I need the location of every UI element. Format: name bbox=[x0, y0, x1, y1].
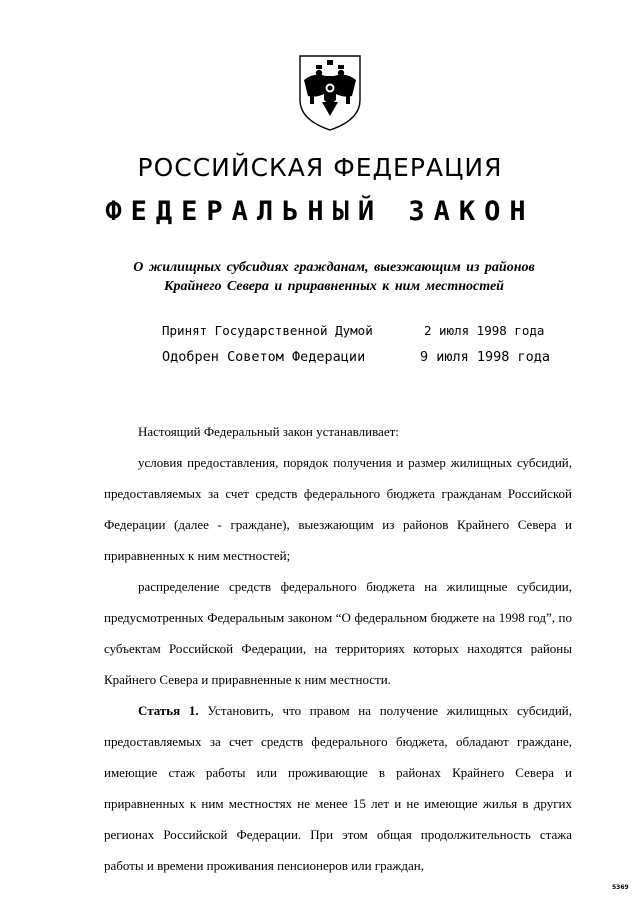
approved-by: Одобрен Советом Федерации bbox=[162, 349, 366, 365]
law-title: О жилищных субсидиях гражданам, выезжающим из районов Крайнего Севера и приравненных к ним местностей bbox=[133, 260, 535, 294]
intro-paragraph: Настоящий Федеральный закон устанавливает: bbox=[138, 424, 399, 439]
article-1-text: Установить, что правом на получение жилищных субсидий, предоставляемых за счет средств федерального бюджета, обладают граждане, имеющие стаж работы или проживающие в районах Крайнего Севера и приравненных к ним местностях не менее 15 лет и не имеющие жилья в других регионах Российской Федерации. При этом общая продолжительность стажа работы и времени проживания пенсионеров или граждан, bbox=[104, 703, 573, 873]
article-1-paragraph bbox=[104, 695, 572, 881]
document-type-heading: ФЕДЕРАЛЬНЫЙ ЗАКОН bbox=[105, 196, 535, 227]
double-headed-eagle-icon bbox=[296, 52, 364, 132]
paragraph-item-2: распределение средств федерального бюджета на жилищные субсидии, предусмотренных Федеральным законом “О федеральном бюджете на 1998 год”, по субъектам Российской Федерации, на территориях которых находятся районы Крайнего Севера и приравненные к ним местности. bbox=[104, 579, 572, 687]
paragraph-item-1: условия предоставления, порядок получения и размер жилищных субсидий, предоставляемых за счет средств федерального бюджета гражданам Российской Федерации (далее - граждане), выезжающим из районов Крайнего Севера и приравненных к ним местностей; bbox=[104, 455, 572, 563]
coat-of-arms-emblem bbox=[296, 52, 364, 132]
adoption-date: 2 июля 1998 года bbox=[424, 323, 545, 338]
adopted-by: Принят Государственной Думой bbox=[162, 323, 373, 338]
law-body bbox=[104, 416, 572, 881]
page-number: 5369 bbox=[612, 884, 629, 891]
country-heading: РОССИЙСКАЯ ФЕДЕРАЦИЯ bbox=[137, 153, 503, 182]
article-1-label: Статья 1. bbox=[138, 703, 199, 718]
approval-date: 9 июля 1998 года bbox=[420, 349, 551, 365]
